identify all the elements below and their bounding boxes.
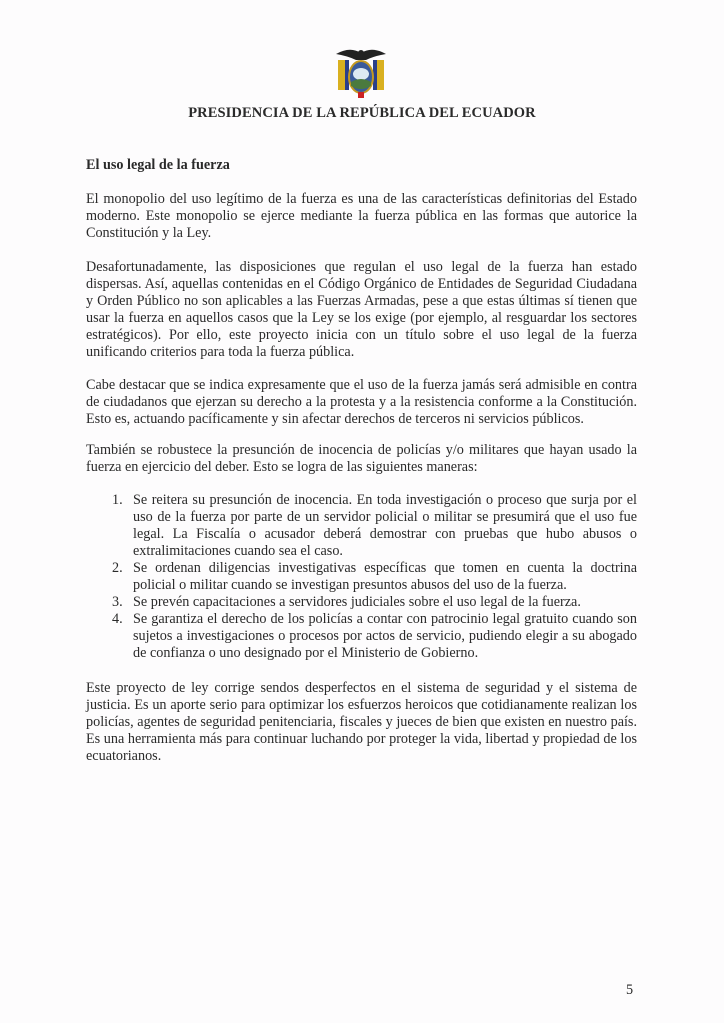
paragraph: Desafortunadamente, las disposiciones que regulan el uso legal de la fuerza han estado dispersas. Así, aquellas contenidas en el Código Orgánico de Entidades de Seguridad Ciudadana y Orden Público no son aplicables a las Fuerzas Armadas, pese a que estas últimas sí tienen que usar la fuerza en aquellos casos que la Ley se los exige (por ejemplo, al resguardar los sectores estratégicos). Por ello, este proyecto inicia con un título sobre el uso legal de la fuerza unificando criterios para toda la fuerza pública. [86,259,637,360]
list-number: 4. [112,611,123,627]
list-item [86,611,637,662]
list-text: Se garantiza el derecho de los policías a contar con patrocinio legal gratuito cuando son sujetos a investigaciones o procesos por actos de servicio, pudiendo elegir a su abogado de confianza o uno designado por el Ministerio de Gobierno. [133,611,637,661]
header-title: PRESIDENCIA DE LA REPÚBLICA DEL ECUADOR [188,105,536,121]
page-number: 5 [626,982,634,998]
paragraph: Cabe destacar que se indica expresamente que el uso de la fuerza jamás será admisible en contra de ciudadanos que ejerzan su derecho a la protesta y a la resistencia conforme a la Constitución. Esto es, actuando pacíficamente y sin afectar derechos de terceros ni servicios públicos. [86,377,637,427]
paragraph: El monopolio del uso legítimo de la fuerza es una de las características definitorias del Estado moderno. Este monopolio se ejerce mediante la fuerza pública en las formas que autorice la Constitución y la Ley. [86,191,637,241]
paragraph: También se robustece la presunción de inocencia de policías y/o militares que hayan usado la fuerza en ejercicio del deber. Esto se logra de las siguientes maneras: [86,442,637,475]
list-number: 1. [112,492,123,508]
list-item [86,594,637,611]
coat-of-arms-seal [332,44,390,102]
list-number: 3. [112,594,123,610]
list-text: Se ordenan diligencias investigativas específicas que tomen en cuenta la doctrina policial o militar cuando se investigan presuntos abusos del uso de la fuerza. [133,560,637,593]
list-number: 2. [112,560,123,576]
section-heading: El uso legal de la fuerza [86,157,230,173]
closing-paragraph: Este proyecto de ley corrige sendos desperfectos en el sistema de seguridad y el sistema de justicia. Es un aporte serio para optimizar los esfuerzos heroicos que cotidianamente realizan los policías, agentes de seguridad penitenciaria, fiscales y jueces de bien que existen en nuestro país. Es una herramienta más para continuar luchando por proteger la vida, libertad y propiedad de los ecuatorianos. [86,680,637,764]
list-item [86,492,637,560]
list-text: Se prevén capacitaciones a servidores judiciales sobre el uso legal de la fuerza. [133,594,581,610]
list-text: Se reitera su presunción de inocencia. En toda investigación o proceso que surja por el uso de la fuerza por parte de un servidor policial o militar se presumirá que el uso fue legal. La Fiscalía o acusador deberá demostrar con pruebas que hubo abusos o extralimitaciones cuando sea el caso. [133,492,637,559]
list-item [86,560,637,594]
numbered-list [86,492,637,662]
